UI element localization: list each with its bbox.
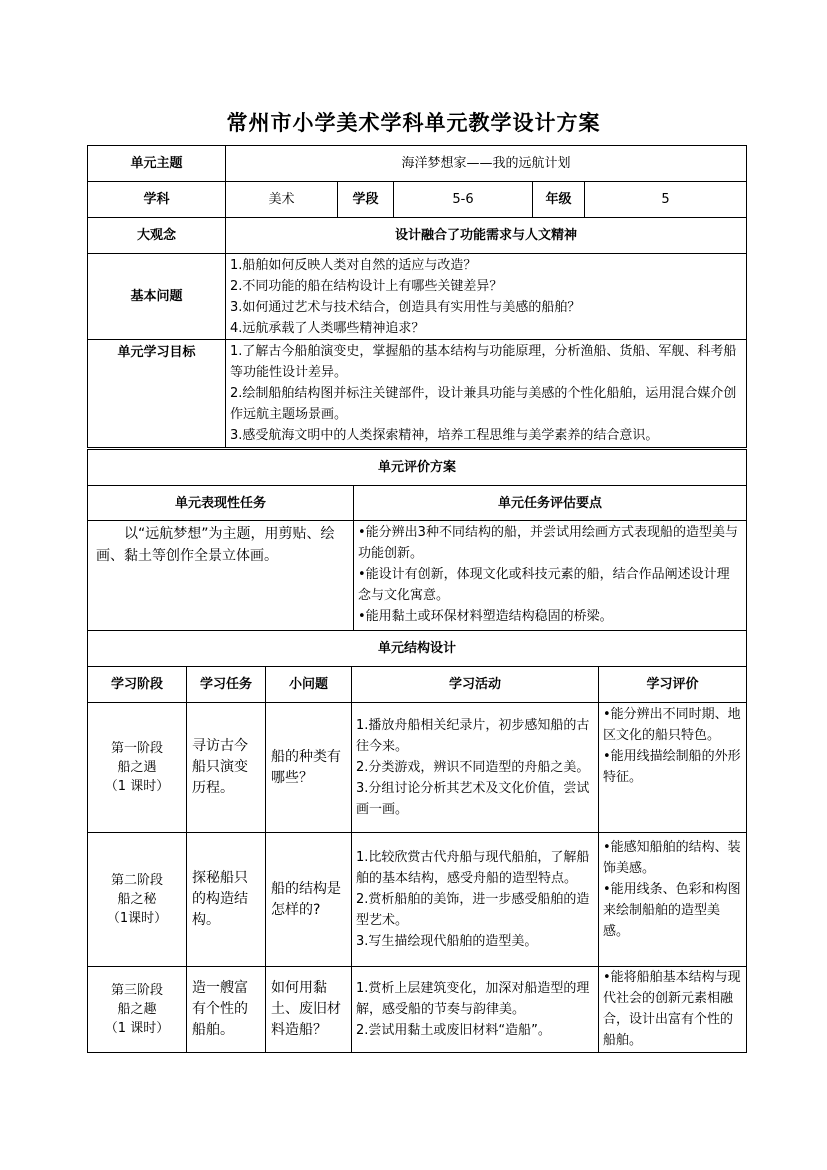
activity-item: 3.分组讨论分析其艺术及文化价值，尝试画一画。 (356, 781, 590, 817)
evaluation-section-title: 单元评价方案 (88, 450, 747, 486)
question-item: 1.船舶如何反映人类对自然的适应与改造？ (230, 257, 477, 273)
goal-item: 3.感受航海文明中的人类探索精神，培养工程思维与美学素养的结合意识。 (230, 428, 659, 443)
question-item: 4.远航承载了人类哪些精神追求？ (230, 320, 425, 336)
table-row (88, 967, 747, 1053)
task-cell: 探秘船只的构造结构。 (187, 833, 266, 967)
activity-item: 2.分类游戏，辨识不同造型的舟船之美。 (356, 760, 590, 775)
big-idea-label: 大观念 (88, 218, 226, 254)
col-header-evaluation: 学习评价 (599, 667, 747, 703)
stage-label: 学段 (338, 182, 394, 218)
grade-value: 5 (585, 182, 747, 218)
activity-item: 1.赏析上层建筑变化，加深对船造型的理解，感受船的节奏与韵律美。 (356, 981, 590, 1017)
stage-name: 第三阶段 (110, 983, 163, 998)
activity-item: 1.比较欣赏古代舟船与现代船舶，了解船舶的基本结构，感受舟船的造型特点。 (356, 850, 590, 886)
unit-theme-label: 单元主题 (88, 146, 226, 182)
stage-hours: （1 课时） (104, 1021, 170, 1036)
question-item: 2.不同功能的船在结构设计上有哪些关键差异？ (230, 278, 503, 294)
table-row (88, 833, 747, 967)
questions-list (226, 254, 747, 340)
col-header-question: 小问题 (266, 667, 352, 703)
evaluation-table (87, 449, 747, 631)
evaluation-cell (599, 833, 747, 967)
evaluation-points (354, 521, 747, 631)
task-cell: 寻访古今船只演变历程。 (187, 703, 266, 833)
activities-cell (352, 833, 599, 967)
activity-item: 2.尝试用黏土或废旧材料“造船”。 (356, 1023, 551, 1038)
activities-cell (352, 703, 599, 833)
evaluation-cell (599, 967, 747, 1053)
activity-item: 2.赏析船舶的美饰，进一步感受船舶的造型艺术。 (356, 892, 590, 928)
col-header-stage: 学习阶段 (88, 667, 187, 703)
stage-hours: （1 课时） (104, 779, 170, 794)
stage-cell (88, 967, 187, 1053)
col-header-activities: 学习活动 (352, 667, 599, 703)
header-table (87, 145, 747, 448)
stage-subtitle: 船之遇 (117, 760, 157, 775)
stage-cell (88, 703, 187, 833)
evaluation-item: •能将船舶基本结构与现代社会的创新元素相融合，设计出富有个性的船舶。 (603, 970, 741, 1048)
stage-name: 第一阶段 (110, 741, 163, 756)
task-label: 单元表现性任务 (88, 486, 354, 521)
goal-item: 1.了解古今船舶演变史，掌握船的基本结构与功能原理，分析渔船、货船、军舰、科考船等功能性设计差异。 (230, 344, 737, 380)
activity-item: 1.播放舟船相关纪录片，初步感知船的古往今来。 (356, 718, 590, 754)
stage-value: 5-6 (394, 182, 533, 218)
stage-cell (88, 833, 187, 967)
activities-cell (352, 967, 599, 1053)
table-row (88, 703, 747, 833)
subject-value: 美术 (226, 182, 338, 218)
activity-item: 3.写生描绘现代船舶的造型美。 (356, 934, 538, 949)
goals-label: 单元学习目标 (88, 340, 226, 448)
evaluation-cell (599, 703, 747, 833)
points-label: 单元任务评估要点 (354, 486, 747, 521)
evaluation-item: •能用线描绘制船的外形特征。 (603, 749, 741, 785)
stage-name: 第二阶段 (110, 873, 163, 888)
questions-label: 基本问题 (88, 254, 226, 340)
question-cell: 船的种类有哪些？ (266, 703, 352, 833)
question-item: 3.如何通过艺术与技术结合，创造具有实用性与美感的船舶？ (230, 299, 581, 315)
evaluation-point: •能分辨出3种不同结构的船，并尝试用绘画方式表现船的造型美与功能创新。 (358, 525, 738, 561)
evaluation-item: •能分辨出不同时期、地区文化的船只特色。 (603, 707, 741, 743)
stage-subtitle: 船之趣 (117, 1002, 157, 1017)
evaluation-item: •能感知船舶的结构、装饰美感。 (603, 840, 741, 876)
goal-item: 2.绘制船舶结构图并标注关键部件，设计兼具功能与美感的个性化船舶，运用混合媒介创作远航主题场景画。 (230, 386, 737, 422)
evaluation-item: •能用线条、色彩和构图来绘制船舶的造型美感。 (603, 882, 741, 939)
subject-label: 学科 (88, 182, 226, 218)
unit-theme-value: 海洋梦想家——我的远航计划 (226, 146, 747, 182)
structure-section-title: 单元结构设计 (88, 631, 747, 667)
task-cell: 造一艘富有个性的船舶。 (187, 967, 266, 1053)
performance-task: 以“远航梦想”为主题，用剪贴、绘画、黏土等创作全景立体画。 (88, 521, 354, 631)
goals-list (226, 340, 747, 448)
evaluation-point: •能设计有创新，体现文化或科技元素的船，结合作品阐述设计理念与文化寓意。 (358, 567, 730, 603)
stage-hours: （1课时） (106, 911, 168, 926)
stage-subtitle: 船之秘 (117, 892, 157, 907)
question-cell: 如何用黏土、废旧材料造船？ (266, 967, 352, 1053)
big-idea-value: 设计融合了功能需求与人文精神 (226, 218, 747, 254)
col-header-task: 学习任务 (187, 667, 266, 703)
question-cell: 船的结构是怎样的? (266, 833, 352, 967)
grade-label: 年级 (533, 182, 585, 218)
structure-table (87, 630, 747, 1053)
page-title: 常州市小学美术学科单元教学设计方案 (226, 110, 601, 135)
evaluation-point: •能用黏土或环保材料塑造结构稳固的桥梁。 (358, 609, 613, 624)
